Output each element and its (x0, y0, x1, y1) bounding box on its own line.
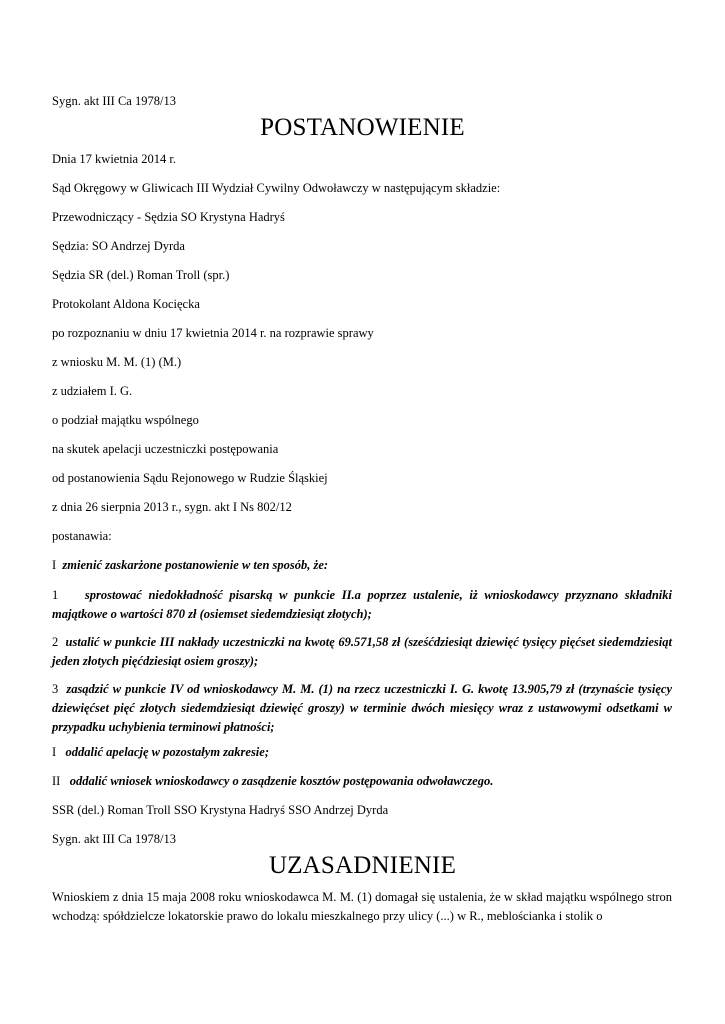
ruling-item-number: II (52, 774, 61, 788)
ruling-item-2 (52, 633, 672, 671)
participant: z udziałem I. G. (52, 384, 133, 398)
ruling-item-number: I (52, 745, 57, 759)
decides-label: postanawia: (52, 529, 112, 543)
ruling-item-text: oddalić wniosek wnioskodawcy o zasądzenie kosztów postępowania odwoławczego. (69, 774, 494, 788)
judge-signatures: SSR (del.) Roman Troll SSO Krystyna Hadryś SSO Andrzej Dyrda (52, 803, 389, 817)
lower-court: od postanowienia Sądu Rejonowego w Rudzie Śląskiej (52, 471, 328, 485)
court-clerk: Protokolant Aldona Kocięcka (52, 297, 200, 311)
applicant: z wniosku M. M. (1) (M.) (52, 355, 182, 369)
justification-title: UZASADNIENIE (268, 852, 457, 879)
ruling-item-number: 3 (52, 682, 59, 696)
ruling-item-1 (52, 586, 672, 624)
hearing-info: po rozpoznaniu w dniu 17 kwietnia 2014 r. na rozprawie sprawy (52, 326, 374, 340)
justification-paragraph: Wnioskiem z dnia 15 maja 2008 roku wnioskodawca M. M. (1) domagał się ustalenia, że w skład majątku wspólnego stron wchodzą: spółdzielcze lokatorskie prawo do lokalu mieszkalnego przy ulicy (...) w R., meblościanka i stolik o (52, 890, 672, 923)
ruling-item-number: 2 (52, 635, 59, 649)
ruling-item-text: sprostować niedokładność pisarską w punkcie II.a poprzez ustalenie, iż wnioskodawcy przyznano składniki majątkowe o wartości 870 zł (osiemset siedemdziesiąt złotych); (52, 588, 672, 621)
ruling-date: Dnia 17 kwietnia 2014 r. (52, 152, 176, 166)
document-title: POSTANOWIENIE (260, 114, 465, 141)
ruling-item-text: zasądzić w punkcie IV od wnioskodawcy M. M. (1) na rzecz uczestniczki I. G. kwotę 13.905,79 zł (trzynaście tysięcy dziewięćset pięć złotych siedemdziesiąt dziewięć groszy) w terminie dwóch miesięcy wraz z ustawowymi odsetkami w przypadku uchybienia terminowi płatności; (52, 682, 673, 734)
judge-2: Sędzia SR (del.) Roman Troll (spr.) (52, 268, 230, 282)
case-subject: o podział majątku wspólnego (52, 413, 199, 427)
ruling-item-number: 1 (52, 588, 59, 602)
lower-court-date: z dnia 26 sierpnia 2013 r., sygn. akt I Ns 802/12 (52, 500, 292, 514)
case-signature: Sygn. akt III Ca 1978/13 (52, 94, 176, 108)
ruling-item-3 (52, 680, 672, 737)
ruling-item-text: zmienić zaskarżone postanowienie w ten sposób, że: (62, 558, 329, 572)
ruling-item-II (52, 773, 493, 789)
ruling-item-I (52, 557, 328, 573)
ruling-item-number: I (52, 558, 57, 572)
ruling-item-text: oddalić apelację w pozostałym zakresie; (65, 745, 269, 759)
ruling-item-text: ustalić w punkcie III nakłady uczestniczki na kwotę 69.571,58 zł (sześćdziesiąt dziewięć tysięcy pięćset siedemdziesiąt jeden złotych pięćdziesiąt osiem groszy); (52, 635, 672, 668)
judge-1: Sędzia: SO Andrzej Dyrda (52, 239, 185, 253)
ruling-item-I-2 (52, 744, 269, 760)
appeal-info: na skutek apelacji uczestniczki postępowania (52, 442, 279, 456)
presiding-judge: Przewodniczący - Sędzia SO Krystyna Hadryś (52, 210, 285, 224)
case-signature-2: Sygn. akt III Ca 1978/13 (52, 832, 176, 846)
court-composition: Sąd Okręgowy w Gliwicach III Wydział Cywilny Odwoławczy w następującym składzie: (52, 181, 501, 195)
